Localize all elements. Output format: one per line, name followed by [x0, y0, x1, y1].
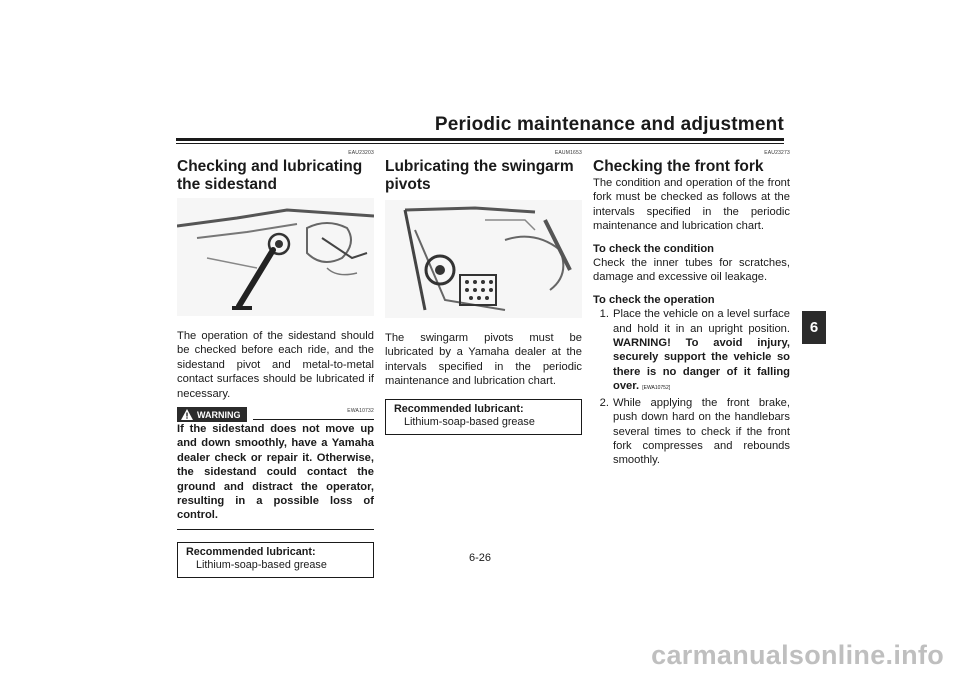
header-rule-thin [176, 143, 784, 144]
section-title: Checking the front fork [593, 158, 764, 175]
sidestand-illustration [177, 198, 374, 316]
section-sidestand [177, 150, 374, 578]
lubricant-box [385, 399, 582, 435]
section-swingarm [385, 150, 582, 435]
warning-badge [177, 407, 247, 422]
page-header-title: Periodic maintenance and adjustment [434, 114, 784, 135]
warning-code: EWA10732 [347, 408, 374, 415]
section-code: EAU23273 [764, 150, 790, 156]
step-text: Place the vehicle on a level surface and hold it in an upright position. [613, 308, 790, 335]
subheading-condition: To check the condition [593, 242, 714, 255]
warning-rule [253, 419, 375, 420]
list-item [593, 396, 790, 468]
section-code: EAUM1653 [554, 150, 582, 156]
section-body: The condition and operation of the front fork must be checked as follows at the intervals specified in the periodic maintenance and lubrication chart. [593, 177, 790, 233]
section-body: The operation of the sidestand should be checked before each ride, and the sidestand pivot and metal-to-metal contact surfaces should be lubricated if necessary. [177, 330, 374, 400]
section-code: EAU23203 [348, 150, 374, 156]
page-number: 6-26 [468, 552, 492, 564]
chapter-tab: 6 [802, 311, 826, 344]
step-body [613, 307, 790, 395]
step-text: While applying the front brake, push down hard on the handlebars several times to check if the front fork compresses and rebounds smoothly. [613, 396, 790, 467]
warning-label: WARNING [197, 409, 241, 420]
condition-text: Check the inner tubes for scratches, damage and excessive oil leakage. [593, 257, 790, 284]
lubricant-value: Lithium-soap-based grease [404, 415, 535, 428]
warning-triangle-icon [181, 409, 193, 420]
watermark[interactable]: carmanualsonline.info [651, 640, 944, 670]
section-body: The swingarm pivots must be lubricated by a Yamaha dealer at the intervals specified in the periodic maintenance and lubrication chart. [385, 332, 582, 388]
section-title: Lubricating the swingarm pivots [385, 158, 574, 193]
lubricant-label: Recommended lubricant: [394, 402, 524, 415]
section-title: Checking and lubricating the sidestand [177, 158, 363, 193]
step-number: 1. [599, 308, 609, 321]
step-warning-code: [EWA10752] [642, 385, 671, 392]
swingarm-illustration [385, 200, 582, 318]
operation-steps [593, 307, 790, 467]
step-number: 2. [599, 396, 609, 409]
warning-text: If the sidestand does not move up and down smoothly, have a Yamaha dealer check or repair it. Otherwise, the sidestand could contact the ground and distract the operator, resulting in a possible loss of control. [177, 422, 374, 530]
list-item [593, 307, 790, 395]
step-warning: WARNING! To avoid injury, securely support the vehicle so there is no danger of it falling over. [613, 337, 790, 393]
subheading-operation: To check the operation [593, 293, 715, 306]
lubricant-value: Lithium-soap-based grease [196, 558, 327, 571]
section-front-fork [593, 150, 790, 468]
lubricant-label: Recommended lubricant: [186, 545, 316, 558]
header-rule [176, 138, 784, 141]
